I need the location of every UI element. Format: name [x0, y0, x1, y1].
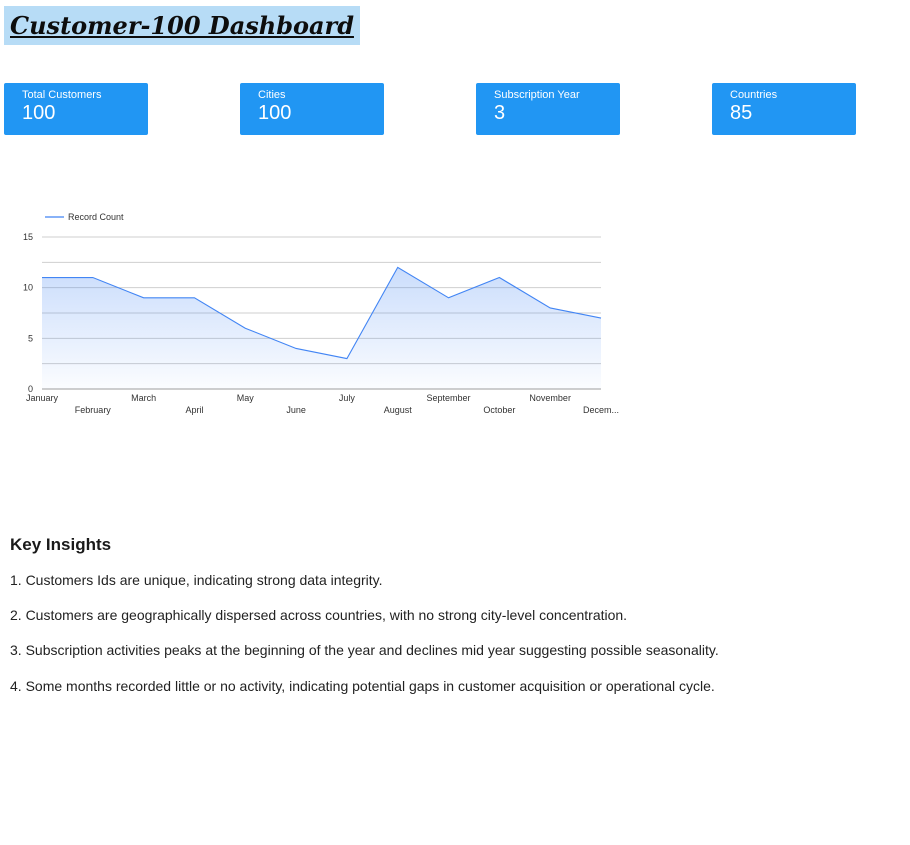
x-tick-label: May — [236, 393, 254, 403]
scorecard-label: Countries — [730, 89, 778, 101]
data-point — [600, 317, 603, 320]
data-point — [142, 296, 145, 299]
data-point — [91, 276, 94, 279]
data-point — [498, 276, 501, 279]
dashboard-title: Customer-100 Dashboard — [4, 6, 360, 45]
scorecard-countries — [712, 83, 856, 135]
data-point — [244, 327, 247, 330]
scorecard-subscription-year — [476, 83, 620, 135]
data-point — [549, 306, 552, 309]
insight-item: 2. Customers are geographically dispersed across countries, with no strong city-level concentration. — [10, 607, 628, 623]
insight-item: 1. Customers Ids are unique, indicating strong data integrity. — [10, 572, 383, 588]
scorecard-value: 100 — [22, 102, 56, 124]
key-insights-heading: Key Insights — [10, 535, 112, 554]
data-point — [193, 296, 196, 299]
series-area — [42, 267, 601, 389]
data-point — [396, 266, 399, 269]
x-tick-label: September — [426, 393, 471, 403]
scorecard-total-customers — [4, 83, 148, 135]
data-point — [295, 347, 298, 350]
y-tick-label: 10 — [22, 282, 33, 293]
scorecard-label: Cities — [258, 89, 286, 101]
x-tick-label: April — [185, 405, 204, 415]
insight-item: 3. Subscription activities peaks at the beginning of the year and declines mid year suggesting possible seasonality. — [10, 642, 719, 658]
x-tick-label: November — [529, 393, 571, 403]
y-tick-label: 5 — [27, 333, 33, 344]
x-tick-label: October — [483, 405, 516, 415]
data-point — [41, 276, 44, 279]
record-count-chart — [0, 200, 640, 430]
scorecard-label: Total Customers — [22, 89, 102, 101]
chart-legend — [45, 212, 124, 222]
x-tick-label: Decem... — [582, 405, 620, 415]
data-point — [345, 357, 348, 360]
x-tick-label: June — [286, 405, 306, 415]
x-tick-label: February — [74, 405, 111, 415]
insight-item: 4. Some months recorded little or no activity, indicating potential gaps in customer acquisition or operational cycle. — [10, 678, 715, 694]
scorecard-value: 85 — [730, 102, 753, 124]
y-tick-label: 15 — [22, 232, 33, 242]
y-tick-label: 0 — [27, 384, 33, 394]
x-tick-label: August — [383, 405, 412, 415]
legend-label: Record Count — [68, 212, 124, 222]
data-point — [447, 296, 450, 299]
x-tick-label: January — [25, 393, 59, 403]
scorecard-label: Subscription Year — [494, 89, 580, 101]
x-tick-label: March — [131, 393, 157, 403]
scorecard-value: 100 — [258, 102, 292, 124]
scorecard-value: 3 — [494, 102, 506, 124]
x-tick-label: July — [338, 393, 355, 403]
scorecard-cities — [240, 83, 384, 135]
